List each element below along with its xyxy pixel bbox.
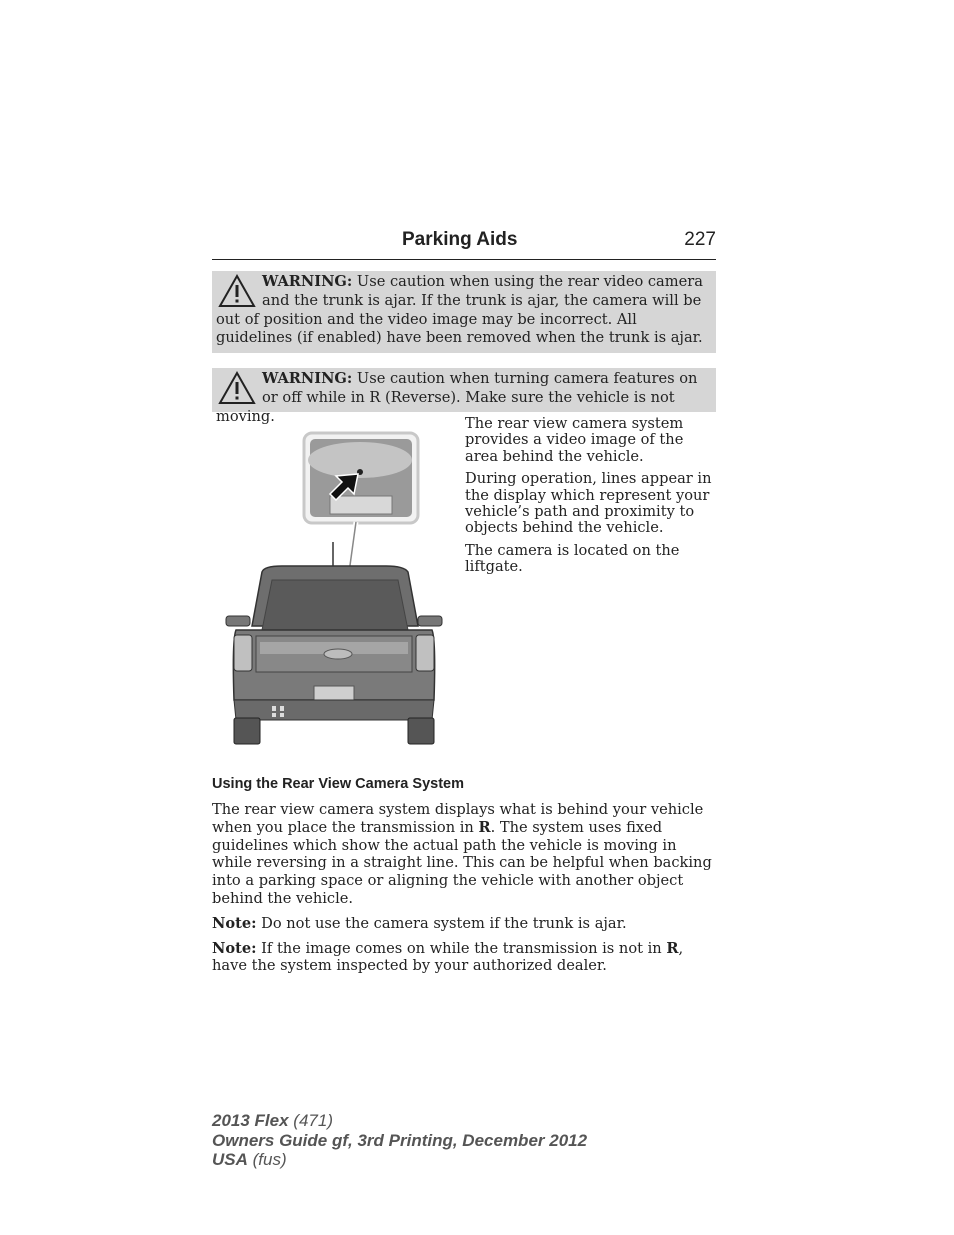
camera-callout-inset	[304, 433, 418, 523]
section-heading: Using the Rear View Camera System	[212, 776, 464, 792]
text-run: The rear view camera system displays what is behind your vehicle when you place the transmission in	[212, 801, 704, 836]
footer-model-code: (471)	[293, 1111, 333, 1130]
page-title: Parking Aids	[402, 229, 518, 250]
page-header	[212, 229, 716, 260]
warning-triangle-icon	[218, 370, 256, 406]
description-paragraph: The camera is located on the liftgate.	[465, 541, 680, 576]
note-label: Note:	[212, 914, 257, 932]
warning-label: WARNING:	[262, 273, 353, 290]
section-body	[212, 801, 718, 982]
warning-triangle-icon	[218, 273, 256, 309]
camera-description	[465, 416, 717, 582]
note-paragraph	[212, 940, 718, 976]
body-paragraph	[212, 801, 718, 908]
footer-market: USA	[212, 1150, 248, 1169]
rear-camera-illustration	[222, 430, 446, 750]
note-paragraph	[212, 915, 718, 933]
page-footer	[212, 1111, 587, 1170]
footer-model: 2013 Flex	[212, 1111, 289, 1130]
page-number: 227	[684, 229, 716, 250]
footer-line-market	[212, 1150, 587, 1170]
footer-line-model	[212, 1111, 587, 1131]
warning-text: Use caution when turning camera features on or off while in R (Reverse). Make sure the vehicle is not moving.	[216, 370, 698, 425]
footer-market-code: (fus)	[252, 1150, 287, 1169]
warning-text: Use caution when using the rear video camera and the trunk is ajar. If the trunk is ajar, the camera will be out of position and the video image may be incorrect. All guidelines (if enabled) have been removed when the trunk is ajar.	[216, 273, 703, 347]
text-run: . The system uses fixed guidelines which show the actual path the vehicle is moving in while reversing in a straight line. This can be helpful when backing into a parking space or aligning the vehicle with another object behind the vehicle.	[212, 818, 712, 907]
vehicle-rear-view	[226, 566, 442, 744]
warning-label: WARNING:	[262, 370, 353, 387]
warning-box-trunk	[212, 271, 716, 353]
footer-guide: Owners Guide gf, 3rd Printing, December 2012	[212, 1130, 588, 1150]
footer-line-guide	[212, 1131, 587, 1151]
text-run: Do not use the camera system if the trunk is ajar.	[261, 914, 627, 932]
description-paragraph: During operation, lines appear in the display which represent your vehicle’s path and proximity to objects behind the vehicle.	[465, 470, 712, 537]
text-run: If the image comes on while the transmission is not in	[261, 939, 662, 957]
description-paragraph: The rear view camera system provides a video image of the area behind the vehicle.	[465, 415, 684, 465]
text-run: , have the system inspected by your authorized dealer.	[212, 939, 684, 975]
warning-box-reverse	[212, 368, 716, 425]
bold-term: R	[478, 818, 491, 836]
note-label: Note:	[212, 939, 257, 957]
bold-term: R	[666, 939, 679, 957]
